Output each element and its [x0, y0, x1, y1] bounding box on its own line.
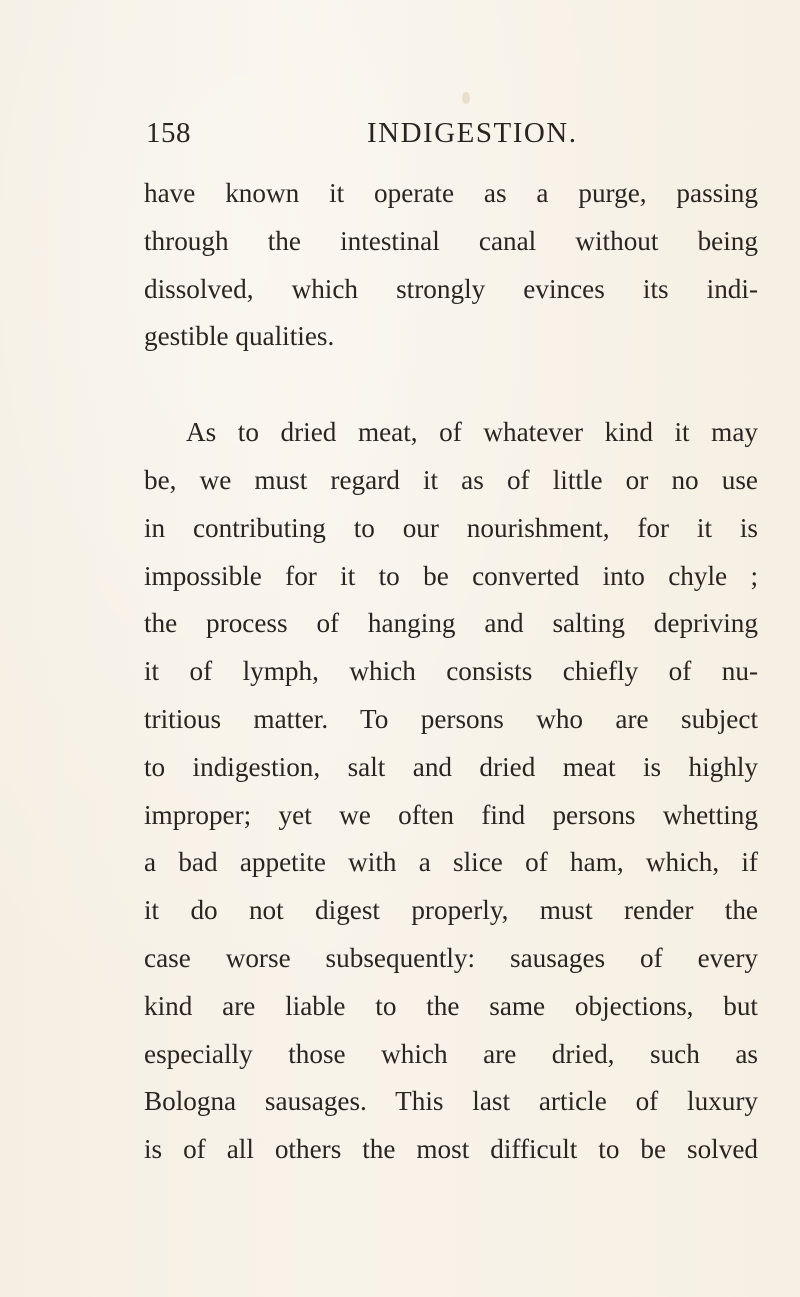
text-line: gestible qualities.: [144, 321, 335, 352]
text-line: the process of hanging and salting depriving: [144, 608, 758, 639]
text-line: improper; yet we often find persons whetting: [144, 799, 758, 830]
page-number: 158: [146, 117, 191, 149]
text-line: dissolved, which strongly evinces its indi-: [144, 273, 758, 304]
body-text: [144, 170, 758, 1174]
text-line: it do not digest properly, must render the: [144, 895, 758, 926]
text-line: tritious matter. To persons who are subject: [144, 703, 758, 734]
text-line: kind are liable to the same objections, but: [144, 990, 758, 1021]
text-line: is of all others the most difficult to be solved: [144, 1134, 758, 1165]
paragraph-2: [144, 409, 758, 1174]
text-line: Bologna sausages. This last article of luxury: [144, 1086, 758, 1117]
text-line: impossible for it to be converted into chyle ;: [144, 560, 758, 591]
text-line: be, we must regard it as of little or no use: [144, 464, 758, 495]
text-line: to indigestion, salt and dried meat is highly: [144, 751, 758, 782]
page-header: [146, 117, 666, 157]
running-head: INDIGESTION.: [367, 117, 578, 149]
text-line: As to dried meat, of whatever kind it may: [186, 417, 758, 448]
text-line: through the intestinal canal without being: [144, 225, 758, 256]
text-line: a bad appetite with a slice of ham, which, if: [144, 847, 758, 878]
text-line: case worse subsequently: sausages of every: [144, 942, 758, 973]
text-line: especially those which are dried, such as: [144, 1038, 758, 1069]
paragraph-gap: [144, 361, 758, 409]
paper-speck: [462, 92, 470, 104]
text-line: in contributing to our nourishment, for it is: [144, 512, 758, 543]
paragraph-1: [144, 170, 758, 361]
text-line: have known it operate as a purge, passing: [144, 178, 758, 208]
text-line: it of lymph, which consists chiefly of nu-: [144, 656, 758, 687]
